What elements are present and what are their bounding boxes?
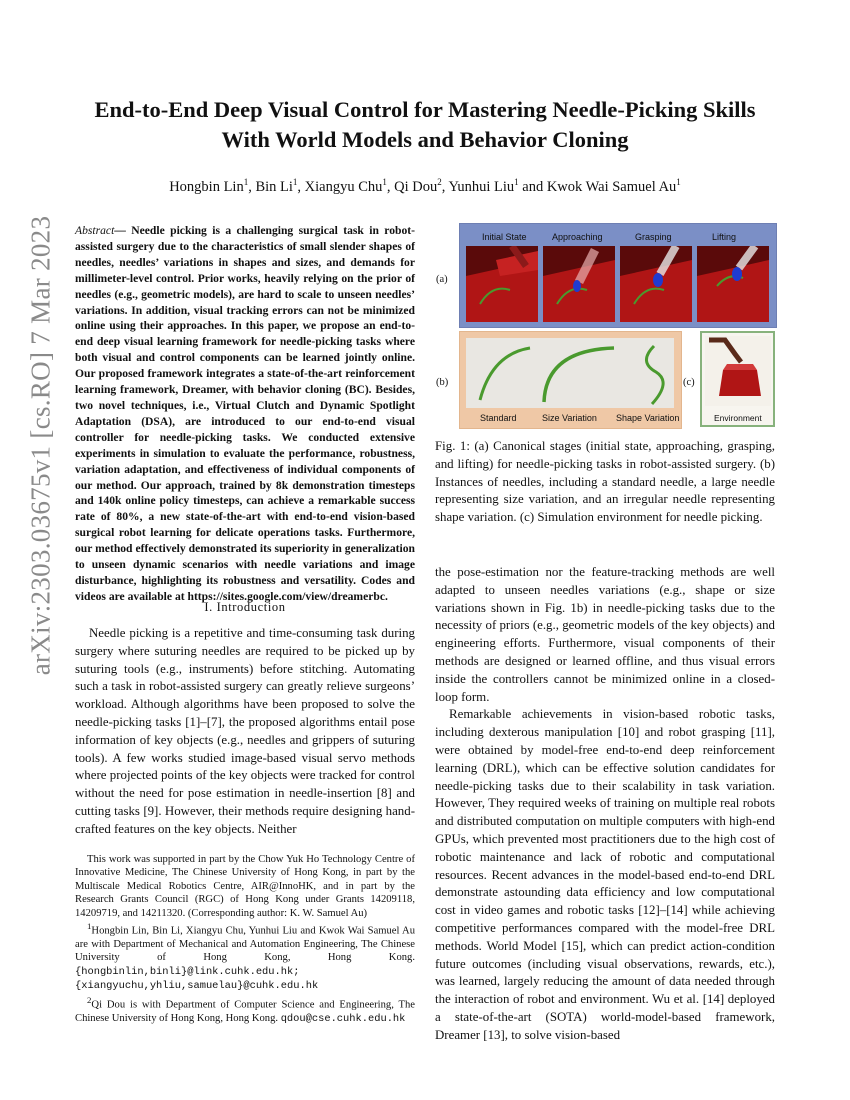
frame-grasping: [620, 246, 692, 322]
author-separator: ,: [386, 178, 395, 195]
author-separator: ,: [297, 178, 305, 195]
abstract-text: — Needle picking is a challenging surgical task in robot-assisted surgery due to the characteristics of small slender shapes of needles, needles’ variations in shapes and sizes, and demands for millimeter-level control. Prior works, heavily relying on the prior of needles (e.g., geometric models), are hard to scale to unseen needles’ variations. In addition, visual tracking errors can not be minimized online using their approaches. In this paper, we propose an end-to-end deep visual learning framework for needle-picking tasks where both visual and control components can be learned jointly online. Our proposed framework integrates a state-of-the-art reinforcement learning framework, Dreamer, with behavior cloning (BC). Besides, two novel techniques, i.e., Virtual Clutch and Dynamic Spotlight Adaptation (DSA), are introduced to our end-to-end visual controller for needle-picking tasks. We conducted extensive experiments in simulation to evaluate the performance, robustness, variation adaptation, and effectiveness of individual components of our method. Our approach, trained by 8k demonstration timesteps and 140k online policy timesteps, can achieve a remarkable success rate of 80%, a new state-of-the-art with end-to-end vision-based surgical robot learning for delicate operations tasks. Furthermore, our method effectively demonstrated its superiority in generalization to unseen dynamic scenarios with needle variations and image disturbance, highlighting its robustness and versatility. Codes and videos are available at https://sites.google.com/view/dreamerbc.: [75, 224, 415, 603]
paper-title: [70, 95, 780, 155]
frame-lifting: [697, 246, 769, 322]
affiliation-mark: 2: [87, 994, 92, 1005]
affiliation-mark: 1: [87, 921, 92, 932]
figure-panel-environment: [700, 331, 775, 427]
stage-label: Lifting: [712, 232, 737, 242]
body-paragraph: Remarkable achievements in vision-based robotic tasks, including dexterous manipulation [10] and robot grasping [11], were obtained by model-free end-to-end deep reinforcement learning (DRL), which can be effective solution candidates for needle-picking tasks due to their scalability in task variation. However, They required weeks of training on multiple real robots and distributed computation on multiple computers with high-end GPUs, which prevented most practitioners due to the high cost of robotic maintenance and lack of robotic and computational resources. Recent advances in the model-based end-to-end DRL demonstrate astounding data efficiency and low computational cost in video games and robotic tasks [12]–[14] while achieving competitive performances compared with the model-free DRL methods. World Model [15], which can predict action-condition future outcomes (including visual observations, rewards, etc.), was learned, largely reducing the amount of data needed through the interaction of robot and environment. Wu et al. [14] deployed a state-of-the-art (SOTA) world-model-based framework, Dreamer [13], to solve vision-based: [435, 707, 775, 1042]
author-separator: ,: [248, 178, 256, 195]
frame-initial-state: [466, 246, 538, 322]
title-line-2: With World Models and Behavior Cloning: [221, 127, 629, 152]
affiliation-note-2: [75, 994, 415, 1026]
needle-standard: [480, 348, 530, 400]
frame-approaching: [543, 246, 615, 322]
intro-body: [75, 625, 415, 839]
author-affiliation-mark: 1: [292, 177, 298, 187]
abstract-label: Abstract: [75, 224, 115, 237]
author-separator: and: [518, 178, 547, 195]
stage-label: Initial State: [482, 232, 527, 242]
figure-panel-stages: [459, 223, 777, 328]
author-separator: ,: [441, 178, 449, 195]
body-paragraph: Needle picking is a repetitive and time-consuming task during surgery where suturing needles are required to be picked up by suturing tools (e.g., instruments) before stitching. Automating such a task in robot-assisted surgery can greatly relieve surgeons’ workload. Although algorithms have been proposed to solve the needle-picking tasks [1]–[7], the proposed algorithms entail pose information of key objects (e.g., needles and grippers of suturing tools). A few works studied image-based visual servo methods where projected points of the key objects were tracked for control without the need for pose estimation in needle-insertion [8] and cutting tasks [9]. However, their methods require designing hand-crafted features on the key objects. Neither: [75, 626, 415, 836]
author-affiliation-mark: 1: [514, 177, 519, 187]
panel-label-c: (c): [683, 377, 695, 388]
needle-label: Size Variation: [542, 413, 597, 423]
title-line-1: End-to-End Deep Visual Control for Mastering Needle-Picking Skills: [94, 97, 756, 122]
stage-frames: [466, 246, 770, 322]
author-affiliation-mark: 1: [382, 177, 387, 187]
abstract: [75, 223, 415, 605]
author-affiliation-mark: 1: [243, 177, 249, 187]
right-column-body: [435, 564, 775, 1045]
arxiv-stamp: [19, 210, 63, 680]
section-heading: I. Introduction: [204, 600, 286, 614]
author: Hongbin Lin: [169, 178, 244, 195]
panel-label-a: (a): [436, 274, 448, 285]
footnotes: [75, 853, 415, 1026]
environment-render: [705, 336, 771, 406]
email-link[interactable]: {xiangyuchu,yhliu,samuelau}@cuhk.edu.hk: [75, 980, 319, 993]
email-link[interactable]: qdou@cse.cuhk.edu.hk: [280, 1012, 406, 1025]
environment-label: Environment: [714, 413, 762, 423]
stage-label: Approaching: [552, 232, 603, 242]
needle-size-variation: [544, 348, 614, 402]
needle-illustrations: [466, 338, 674, 408]
email-link[interactable]: {hongbinlin,binli}@link.cuhk.edu.hk;: [75, 965, 300, 978]
author: Xiangyu Chu: [304, 178, 383, 195]
author-list: [70, 177, 780, 196]
affiliation-text: Qi Dou is with Department of Computer Science and Engineering, The Chinese University of Hong Kong, Hong Kong.: [75, 999, 415, 1024]
author: Kwok Wai Samuel Au: [546, 178, 677, 195]
affiliation-text: Hongbin Lin, Bin Li, Xiangyu Chu, Yunhui Liu and Kwok Wai Samuel Au are with Department of Mechanical and Automation Engineering, The Chinese University of Hong Kong, Hong Kong.: [75, 925, 415, 964]
author-affiliation-mark: 2: [437, 177, 442, 187]
body-paragraph: the pose-estimation nor the feature-tracking methods are well adapted to unseen needles variations (e.g., shape or size variations shown in Fig. 1b) in needle-picking tasks due to the necessity of priors (e.g., geometric models of the key objects) and engineering efforts. Furthermore, visual components of their methods are designed or learned offline, and thus visual errors inside the controllers cannot be minimized online in a closed-loop form.: [435, 565, 775, 704]
funding-note: This work was supported in part by the Chow Yuk Ho Technology Centre of Innovative Medicine, The Chinese University of Hong Kong, in part by the Multiscale Medical Robotics Centre, AIR@InnoHK, and in part by the Research Grants Council (RGC) of Hong Kong under Grants 14209118, 14209719, and 14211320. (Corresponding author: K. W. Samuel Au): [75, 854, 415, 919]
affiliation-note-1: [75, 920, 415, 994]
figure-caption: Fig. 1: (a) Canonical stages (initial state, approaching, grasping, and lifting) for needle-picking tasks in robot-assisted surgery. (b) Instances of needles, including a standard needle, a large needle representing size variation, and an irregular needle representing shape variation. (c) Simulation environment for needle picking.: [435, 439, 775, 525]
author: Yunhui Liu: [448, 178, 515, 195]
author: Qi Dou: [394, 178, 438, 195]
needle-label: Shape Variation: [616, 413, 680, 423]
stage-label: Grasping: [635, 232, 672, 242]
author-affiliation-mark: 1: [676, 177, 681, 187]
figure-panel-needles: [459, 331, 682, 429]
author: Bin Li: [255, 178, 293, 195]
needle-shape-variation: [646, 346, 663, 404]
panel-label-b: (b): [436, 377, 449, 388]
arxiv-stamp-text: arXiv:2303.03675v1 [cs.RO] 7 Mar 2023: [25, 215, 56, 675]
needle-label: Standard: [480, 413, 517, 423]
